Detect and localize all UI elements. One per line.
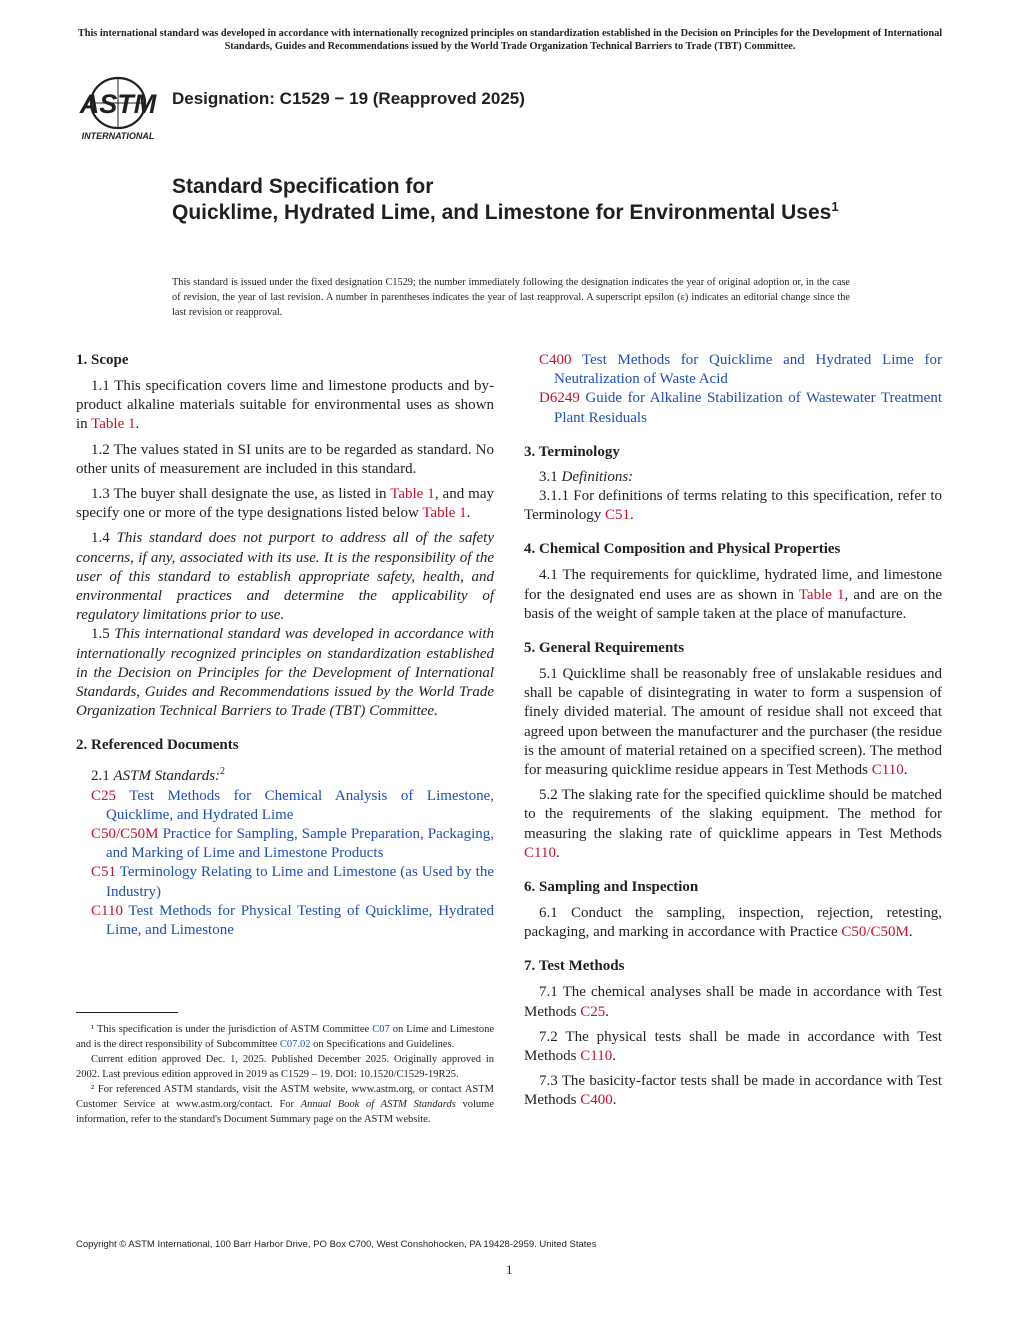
link-c51[interactable]: C51 <box>605 507 631 524</box>
para-1-2: 1.2 The values stated in SI units are to be regarded as standard. No other units of measurement are included in this standard. <box>76 441 494 477</box>
logo-letters: ASTM <box>79 89 157 119</box>
para-5-2: 5.2 The slaking rate for the specified quicklime should be matched to the requirements of the slaking equipment. The method for measuring the slaking rate of quicklime appears in Test Methods C110. <box>524 787 942 861</box>
para-7-2: 7.2 The physical tests shall be made in accordance with Test Methods C110. <box>524 1028 942 1065</box>
title-footnote-mark: 1 <box>831 199 839 214</box>
link-c0702[interactable]: C07.02 <box>279 1039 311 1050</box>
title-line2: Quicklime, Hydrated Lime, and Limestone for Environmental Uses <box>172 201 832 224</box>
ref-c25[interactable]: C25 Test Methods for Chemical Analysis of Limestone, Quicklime, and Hydrated Lime <box>91 787 494 823</box>
link-c50[interactable]: C50/C50M <box>841 924 909 941</box>
footnote-1-edition: Current edition approved Dec. 1, 2025. Published December 2025. Originally approved in 2002. Last previous edition approved in 2019 as C1529 – 19. DOI: 10.1520/C1529-19R25. <box>76 1054 494 1080</box>
link-c07[interactable]: C07 <box>372 1024 390 1035</box>
link-c400[interactable]: C400 <box>580 1092 613 1109</box>
ref-d6249[interactable]: D6249 Guide for Alkaline Stabilization of Wastewater Treatment Plant Residuals <box>539 390 942 426</box>
section-sampling-heading: 6. Sampling and Inspection <box>524 879 699 896</box>
logo-sub: INTERNATIONAL <box>81 131 155 141</box>
ref-c110[interactable]: C110 Test Methods for Physical Testing of Quicklime, Hydrated Lime, and Limestone <box>91 902 494 939</box>
section-refdocs-heading: 2. Referenced Documents <box>76 737 239 754</box>
footnote-2: ² For referenced ASTM standards, visit the ASTM website, www.astm.org, or contact ASTM Customer Service at www.astm.org/contact. For Annual Book of ASTM Standards volume information, refer to the standard's Document Summary page on the ASTM website. <box>76 1084 494 1125</box>
para-3-1-1: 3.1.1 For definitions of terms relating to this specification, refer to Terminology C51. <box>524 488 942 524</box>
link-c110[interactable]: C110 <box>580 1048 613 1065</box>
para-3-1: 3.1 Definitions: <box>539 468 634 485</box>
section-general-heading: 5. General Requirements <box>524 640 685 657</box>
ref-c50[interactable]: C50/C50M Practice for Sampling, Sample Preparation, Packaging, and Marking of Lime and Limestone Products <box>91 826 494 862</box>
para-6-1: 6.1 Conduct the sampling, inspection, rejection, retesting, packaging, and marking in accordance with Practice C50/C50M. <box>524 905 942 941</box>
link-table1[interactable]: Table 1 <box>422 505 467 522</box>
para-1-5: 1.5 This international standard was developed in accordance with internationally recognized principles on standardization established in the Decision on Principles for the Development of International Standards, Guides and Recommendations issued by the World Trade Organization Technical Barriers to Trade (TBT) Committee. <box>76 626 494 720</box>
link-table1[interactable]: Table 1 <box>91 416 136 433</box>
link-c25[interactable]: C25 <box>580 1003 606 1020</box>
link-c110[interactable]: C110 <box>524 844 556 861</box>
footnotes <box>76 1022 494 1127</box>
link-table1[interactable]: Table 1 <box>798 586 845 603</box>
para-5-1: 5.1 Quicklime shall be reasonably free of unslakable residues and shall be capable of disintegrating in water to form a suspension of finely divided material. The amount of residue shall not exceed that agreed upon between the manufacturer and the purchaser (the residue is the amount of material retained on a specified screen). The method for measuring quicklime residue appears in Test Methods C110. <box>524 666 942 779</box>
para-7-3: 7.3 The basicity-factor tests shall be made in accordance with Test Methods C400. <box>524 1073 942 1109</box>
section-composition-heading: 4. Chemical Composition and Physical Properties <box>524 541 841 558</box>
ref-c51[interactable]: C51 Terminology Relating to Lime and Limestone (as Used by the Industry) <box>91 864 494 900</box>
page-number: 1 <box>506 1262 513 1277</box>
title-line1: Standard Specification for <box>172 175 434 198</box>
page-title <box>172 174 872 226</box>
link-table1[interactable]: Table 1 <box>390 486 435 503</box>
section-scope-heading: 1. Scope <box>76 352 129 368</box>
para-1-3: 1.3 The buyer shall designate the use, as listed in Table 1, and may specify one or more of the type designations listed below Table 1. <box>76 486 495 522</box>
para-7-1: 7.1 The chemical analyses shall be made in accordance with Test Methods C25. <box>524 984 942 1020</box>
section-terminology-heading: 3. Terminology <box>524 443 620 460</box>
footnote-rule <box>76 1012 178 1013</box>
para-1-4: 1.4 This standard does not purport to address all of the safety concerns, if any, associated with its use. It is the responsibility of the user of this standard to establish appropriate safety, health, and environmental practices and determine the applicability of regulatory limitations prior to use. <box>76 530 495 624</box>
designation: Designation: C1529 − 19 (Reapproved 2025) <box>172 89 525 108</box>
issue-note: This standard is issued under the fixed designation C1529; the number immediately following the designation indicates the year of original adoption or, in the case of revision, the year of last revision. A number in parentheses indicates the year of last reapproval. A superscript epsilon (ε) indicates an editorial change since the last revision or reapproval. <box>172 277 850 318</box>
top-notice: This international standard was developed in accordance with internationally recognized principles on standardization established in the Decision on Principles for the Development of International Standards, Guides and Recommendations issued by the World Trade Organization Technical Barriers to Trade (TBT) Committee. <box>77 28 943 52</box>
para-1-1: 1.1 This specification covers lime and limestone products and by-product alkaline materials suitable for environmental uses as shown in Table 1. <box>76 378 494 433</box>
para-4-1: 4.1 The requirements for quicklime, hydrated lime, and limestone for the designated end uses are as shown in Table 1, and are on the basis of the weight of sample taken at the place of manufacture. <box>524 567 943 622</box>
link-c110[interactable]: C110 <box>871 762 904 779</box>
astm-logo <box>74 75 162 145</box>
right-column <box>524 351 942 1111</box>
footnote-1: ¹ This specification is under the jurisdiction of ASTM Committee C07 on Lime and Limestone and is the direct responsibility of Subcommittee C07.02 on Specifications and Guidelines. <box>76 1024 494 1050</box>
left-column <box>76 351 494 940</box>
para-2-1: 2.1 ASTM Standards:$^2$ <box>91 766 226 785</box>
copyright: Copyright © ASTM International, 100 Barr Harbor Drive, PO Box C700, West Conshohocken, PA 19428-2959. United States <box>76 1239 597 1250</box>
astm-logo-icon <box>74 75 162 145</box>
ref-c400[interactable]: C400 Test Methods for Quicklime and Hydrated Lime for Neutralization of Waste Acid <box>539 352 942 388</box>
section-testmethods-heading: 7. Test Methods <box>524 958 625 975</box>
